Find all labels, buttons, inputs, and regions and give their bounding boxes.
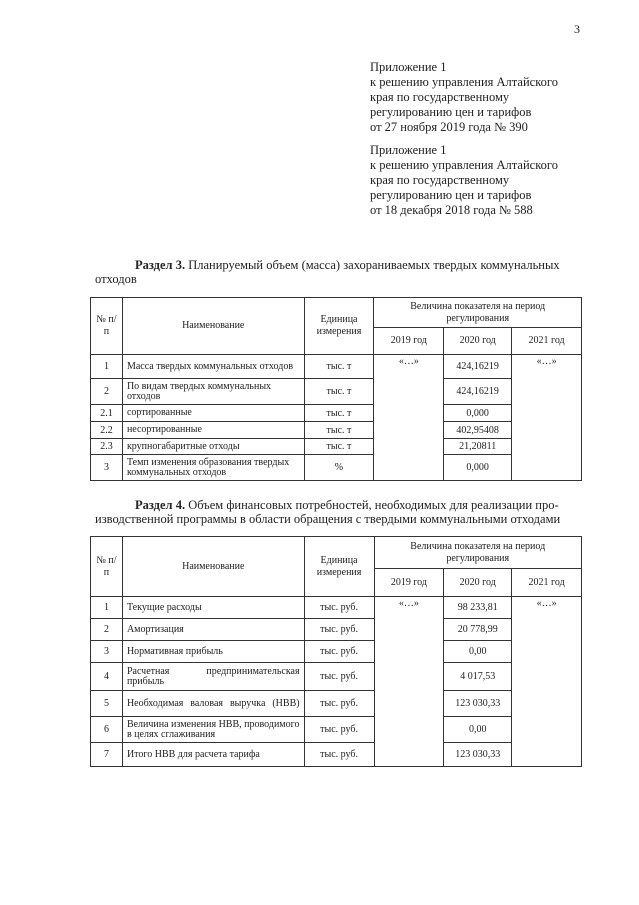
appendix-line: к решению управления Алтайского — [370, 158, 558, 172]
appendix-block-2 — [370, 143, 620, 218]
row-value-2020: 123 030,33 — [444, 691, 512, 717]
section-title-text: изводственной программы в области обращения с твердыми коммунальными отходами — [95, 512, 561, 526]
row-unit: тыс. руб. — [304, 597, 374, 619]
row-name: По видам твердых коммунальных отходов — [122, 379, 304, 405]
section-title-text: отходов — [95, 272, 137, 286]
row-num: 7 — [91, 743, 123, 767]
header-period: Величина показателя на период регулирования — [374, 537, 582, 569]
row-num: 1 — [91, 355, 123, 379]
row-unit: тыс. руб. — [304, 691, 374, 717]
appendix-line: края по государственному — [370, 90, 510, 104]
row-value-2020: 0,00 — [444, 641, 512, 663]
row-num: 6 — [91, 717, 123, 743]
row-name: Масса твердых коммунальных отходов — [122, 355, 304, 379]
row-unit: тыс. т — [304, 379, 374, 405]
appendix-line: регулированию цен и тарифов — [370, 105, 532, 119]
row-unit: тыс. руб. — [304, 619, 374, 641]
row-value-2020: 0,000 — [444, 405, 512, 422]
header-name: Наименование — [122, 298, 304, 355]
row-name: Текущие расходы — [122, 597, 304, 619]
section-3-title — [95, 258, 583, 286]
table-row — [91, 691, 582, 717]
row-unit: тыс. т — [304, 422, 374, 439]
row-name: Величина изменения НВВ, проводимого в целях сглаживания — [122, 717, 304, 743]
appendix-title: Приложение 1 — [370, 60, 447, 74]
row-unit: тыс. руб. — [304, 641, 374, 663]
section-4-title — [95, 498, 583, 526]
header-2021: 2021 год — [512, 569, 582, 597]
table-row — [91, 597, 582, 619]
row-value-2020: 402,95408 — [444, 422, 512, 439]
table-row — [91, 455, 582, 481]
row-value-2020: 20 778,99 — [444, 619, 512, 641]
appendix-block-1 — [370, 60, 620, 135]
header-period: Величина показателя на период регулирования — [374, 298, 582, 328]
row-unit: тыс. т — [304, 355, 374, 379]
row-num: 2.1 — [91, 405, 123, 422]
row-name: Амортизация — [122, 619, 304, 641]
row-value-2020: 0,00 — [444, 717, 512, 743]
row-unit: тыс. т — [304, 439, 374, 455]
row-num: 4 — [91, 663, 123, 691]
row-name: Необходимая валовая выручка (НВВ) — [122, 691, 304, 717]
row-unit: тыс. руб. — [304, 717, 374, 743]
row-name: Темп изменения образования твердых коммунальных отходов — [122, 455, 304, 481]
header-2019: 2019 год — [374, 569, 444, 597]
row-num: 3 — [91, 641, 123, 663]
table-row — [91, 405, 582, 422]
row-name: крупногабаритные отходы — [122, 439, 304, 455]
table-row — [91, 355, 582, 379]
row-num: 1 — [91, 597, 123, 619]
row-name: Итого НВВ для расчета тарифа — [122, 743, 304, 767]
row-value-2020: 0,000 — [444, 455, 512, 481]
row-name: сортированные — [122, 405, 304, 422]
row-num: 2 — [91, 619, 123, 641]
value-2021-merged: «…» — [512, 355, 582, 481]
row-unit: тыс. руб. — [304, 663, 374, 691]
value-2019-merged: «…» — [374, 597, 444, 767]
table-row — [91, 439, 582, 455]
header-2019: 2019 год — [374, 328, 444, 355]
section-title-text: Планируемый объем (масса) захораниваемых твердых коммунальных — [188, 258, 560, 272]
row-num: 3 — [91, 455, 123, 481]
section-label: Раздел 3. — [135, 258, 186, 272]
appendix-line: от 18 декабря 2018 года № 588 — [370, 203, 533, 217]
header-unit: Единица измерения — [304, 537, 374, 597]
table-row — [91, 663, 582, 691]
section-title-text: Объем финансовых потребностей, необходимых для реализации про- — [188, 498, 559, 512]
row-name: несортированные — [122, 422, 304, 439]
section-3-table — [90, 297, 582, 481]
section-4-table — [90, 536, 582, 767]
row-value-2020: 123 030,33 — [444, 743, 512, 767]
table-row — [91, 619, 582, 641]
table-row — [91, 743, 582, 767]
row-num: 2.2 — [91, 422, 123, 439]
header-num: № п/п — [91, 537, 123, 597]
value-2019-merged: «…» — [374, 355, 444, 481]
table-row — [91, 641, 582, 663]
appendix-line: регулированию цен и тарифов — [370, 188, 532, 202]
row-value-2020: 4 017,53 — [444, 663, 512, 691]
page-number: 3 — [574, 22, 580, 36]
row-name: Расчетная предпринимательская прибыль — [122, 663, 304, 691]
row-value-2020: 424,16219 — [444, 379, 512, 405]
row-unit: тыс. руб. — [304, 743, 374, 767]
row-value-2020: 98 233,81 — [444, 597, 512, 619]
header-unit: Единица измерения — [304, 298, 374, 355]
header-num: № п/п — [91, 298, 123, 355]
table-row — [91, 422, 582, 439]
row-num: 2 — [91, 379, 123, 405]
header-2020: 2020 год — [444, 569, 512, 597]
header-name: Наименование — [122, 537, 304, 597]
appendix-title: Приложение 1 — [370, 143, 447, 157]
table-row — [91, 717, 582, 743]
header-2021: 2021 год — [512, 328, 582, 355]
row-unit: тыс. т — [304, 405, 374, 422]
row-value-2020: 424,16219 — [444, 355, 512, 379]
row-num: 2.3 — [91, 439, 123, 455]
value-2021-merged: «…» — [512, 597, 582, 767]
row-num: 5 — [91, 691, 123, 717]
row-name: Нормативная прибыль — [122, 641, 304, 663]
row-unit: % — [304, 455, 374, 481]
table-row — [91, 379, 582, 405]
header-2020: 2020 год — [444, 328, 512, 355]
appendix-line: от 27 ноября 2019 года № 390 — [370, 120, 528, 134]
section-label: Раздел 4. — [135, 498, 186, 512]
appendix-line: края по государственному — [370, 173, 510, 187]
row-value-2020: 21,20811 — [444, 439, 512, 455]
appendix-line: к решению управления Алтайского — [370, 75, 558, 89]
